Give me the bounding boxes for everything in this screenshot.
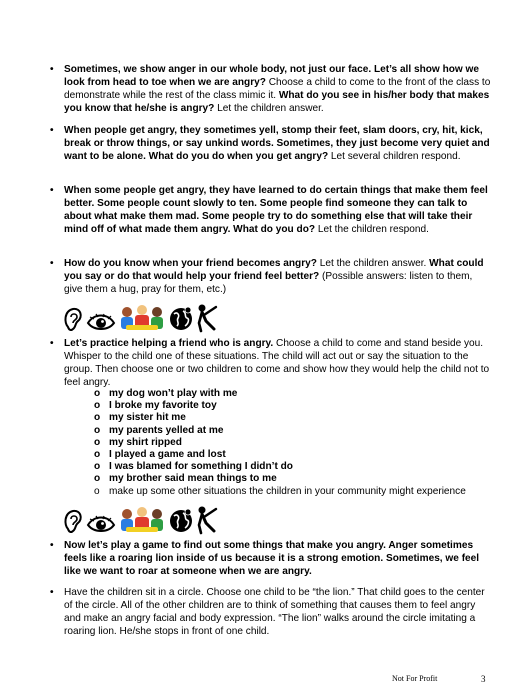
eye-icon [86,311,116,333]
list-marker: o [94,424,101,436]
list-item [94,449,494,461]
list-marker: o [94,485,100,497]
paragraph-bold-text: Sometimes, we show anger in our whole body, not just our face. Let’s all show how we look from head to toe when we are angry? [64,64,480,88]
ear-icon [62,305,84,333]
paragraph-bold-text: What do you see in his/her body that makes you know that he/she is angry? [64,90,490,114]
bullet: • [50,64,54,75]
paragraph-practice-helping [50,337,492,389]
paragraph-text: (Possible answers: listen to them, give them a hug, pray for them, etc.) [64,271,473,295]
list-item-text: I was blamed for something I didn’t do [109,461,293,473]
paragraph-bold-text: What could you say or do that would help your friend feel better? [64,258,484,282]
list-item [94,400,494,412]
paragraph-friend-angry [50,257,492,296]
list-marker: o [94,473,101,485]
list-marker: o [94,412,101,424]
bullet: • [50,258,54,269]
bullet: • [50,540,54,551]
bullet: • [50,338,54,349]
situations-list [94,388,494,498]
paragraph-text: Choose a child to come and stand beside you. Whisper to the child one of these situations. The child will act out or say the situation to the group. Then choose one or two children to come and show how they would help the child not to feel angry. [64,338,490,388]
paragraph-feel-better [50,184,492,236]
page-number: 3 [481,674,486,684]
list-marker: o [94,400,101,412]
activity-icon-row [62,505,220,535]
list-item [94,437,494,449]
list-item-text: my dog won’t play with me [109,388,238,399]
paragraph-text: Let several children respond. [328,151,461,162]
list-item-text: my brother said mean things to me [109,473,277,485]
list-item-text: my shirt ripped [109,436,182,448]
list-item-text: my parents yelled at me [109,424,224,436]
ear-icon [62,507,84,535]
paragraph-roaring-lion [50,539,492,578]
list-item-text: make up some other situations the children in your community might experience [109,485,466,497]
list-item [94,473,494,485]
activity-icon-row [62,303,220,333]
list-item [94,412,494,424]
paragraph-bold-text: Let’s practice helping a friend who is angry. [64,338,274,349]
children-group-icon [118,303,166,333]
list-item [94,486,494,498]
paragraph-bold-text: Now let’s play a game to find out some things that make you angry. Anger sometimes feels like a roaring lion inside of us because it is a strong emotion. Sometimes, we feel like we want to roar at someone when we are angry. [64,540,480,577]
list-item-text: my sister hit me [109,412,186,424]
stretching-person-icon [196,303,220,333]
paragraph-bold-text: How do you know when your friend becomes angry? [64,258,317,269]
list-item-text: I played a game and lost [109,449,226,461]
footer-text: Not For Profit [392,674,438,683]
bullet: • [50,587,54,598]
list-item [94,425,494,437]
paragraph-whole-body-anger [50,63,492,115]
paragraph-lion-game-instructions [50,586,492,638]
list-item-text: I broke my favorite toy [109,400,217,412]
paragraph-when-people-angry [50,124,492,163]
paragraph-bold-text: When people get angry, they sometimes yell, stomp their feet, slam doors, cry, hit, kick, break or throw things, or say unkind words. Sometimes, they just become very quiet and want to be alone. What do you do when you get angry? [64,125,490,162]
list-item [94,388,494,400]
paragraph-text: Have the children sit in a circle. Choose one child to be “the lion.” That child goes to the center of the circle. All of the other children are to think of something that causes them to feel angry and make an angry facial and body expression. “The lion” walks around the circle imitating a roaring lion. He/she stops in front of one child. [64,587,485,637]
list-item [94,461,494,473]
bullet: • [50,185,54,196]
paragraph-text: Let the children respond. [315,224,429,235]
eye-icon [86,513,116,535]
globe-icon [168,507,194,535]
globe-icon [168,305,194,333]
list-marker: o [94,436,101,448]
children-group-icon [118,505,166,535]
list-marker: o [94,449,101,461]
bullet: • [50,125,54,136]
list-marker: o [94,461,101,473]
list-marker: o [94,388,101,399]
paragraph-bold-text: When some people get angry, they have learned to do certain things that make them feel better. Some people count slowly to ten. Some people find someone they can talk to about what make them mad. Some people try to do something else that will take their mind off of what made them angry. What do you do? [64,185,488,235]
paragraph-text: Let the children answer. [316,258,430,269]
paragraph-text: Choose a child to come to the front of the class to demonstrate while the rest of the class mimic it. [64,77,491,101]
stretching-person-icon [196,505,220,535]
paragraph-text: Let the children answer. [214,103,324,114]
